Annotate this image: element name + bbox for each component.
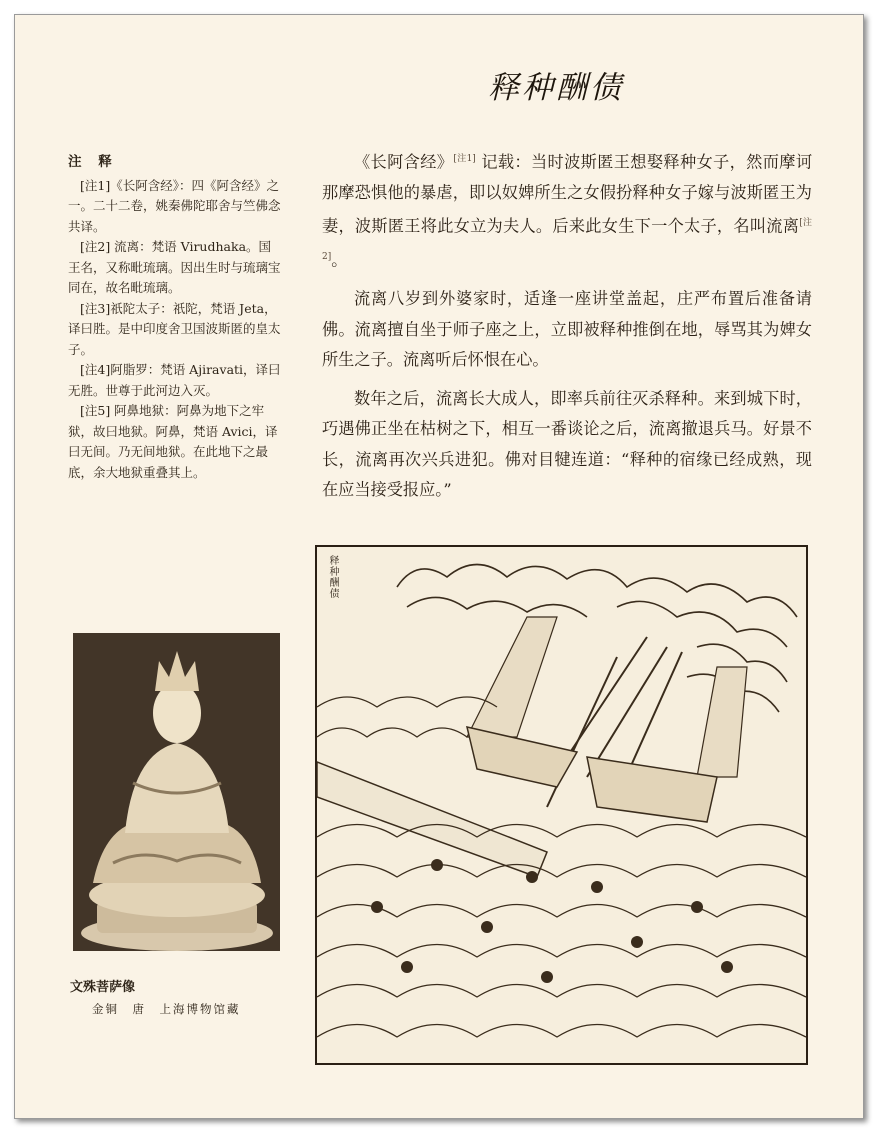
note-item: [注1]《长阿含经》：四《阿含经》之一。二十二卷，姚秦佛陀耶舍与竺佛念共译。 [68, 177, 281, 234]
manjushri-statue-photo [73, 633, 280, 951]
woodcut-label: 释种酬债 [327, 555, 338, 599]
caption-title: 文殊菩萨像 [70, 980, 136, 995]
body-paragraph [322, 144, 812, 276]
body-paragraph: 流离八岁到外婆家时，适逢一座讲堂盖起，庄严布置后准备请佛。流离擅自坐于师子座之上，立即被释种推倒在地，辱骂其为婢女所生之子。流离听后怀恨在心。 [322, 289, 812, 370]
woodcut-illustration [315, 545, 808, 1065]
note-item: [注2] 流离：梵语 Virudhaka。国王名，又称毗琉璃。因出生时与琉璃宝同在，故名毗琉璃。 [68, 239, 281, 295]
statue-illustration [73, 633, 280, 951]
body-text-run: 。 [331, 250, 348, 270]
woodcut-scene [317, 547, 806, 1063]
page-title: 释种酬债 [488, 70, 624, 106]
note-reference[interactable]: [注1] [453, 154, 476, 164]
note-item: [注4]阿脂罗：梵语 Ajiravati，译曰无胜。世尊于此河边入灭。 [68, 362, 281, 398]
caption-detail: 金铜 唐 上海博物馆藏 [92, 1002, 241, 1016]
note-reference[interactable]: [注2] [322, 218, 812, 263]
body-text-run: 《长阿含经》 [354, 152, 454, 172]
note-item: [注5] 阿鼻地狱：阿鼻为地下之牢狱，故曰地狱。阿鼻，梵语 Avici，译曰无间。乃无间地狱。在此地下之最底，余大地狱重叠其上。 [68, 403, 278, 480]
note-item: [注3]祇陀太子：祇陀，梵语 Jeta，译曰胜。是中印度舍卫国波斯匿的皇太子。 [68, 300, 281, 357]
notes-column [68, 152, 283, 483]
body-text-run: 记载：当时波斯匿王想娶释种女子，然而摩诃那摩恐惧他的暴虐，即以奴婢所生之女假扮释种女子嫁与波斯匿王为妻，波斯匿王将此女立为夫人。后来此女生下一个太子，名叫流离 [322, 152, 813, 236]
body-text [322, 144, 812, 514]
notes-heading: 注 释 [68, 154, 118, 170]
statue-caption [70, 976, 241, 1017]
body-paragraph: 数年之后，流离长大成人，即率兵前往灭杀释种。来到城下时，巧遇佛正坐在枯树之下，相互一番谈论之后，流离撤退兵马。好景不长，流离再次兴兵进犯。佛对目犍连道：“释种的宿缘已经成熟，现在应当接受报应。” [322, 388, 812, 500]
